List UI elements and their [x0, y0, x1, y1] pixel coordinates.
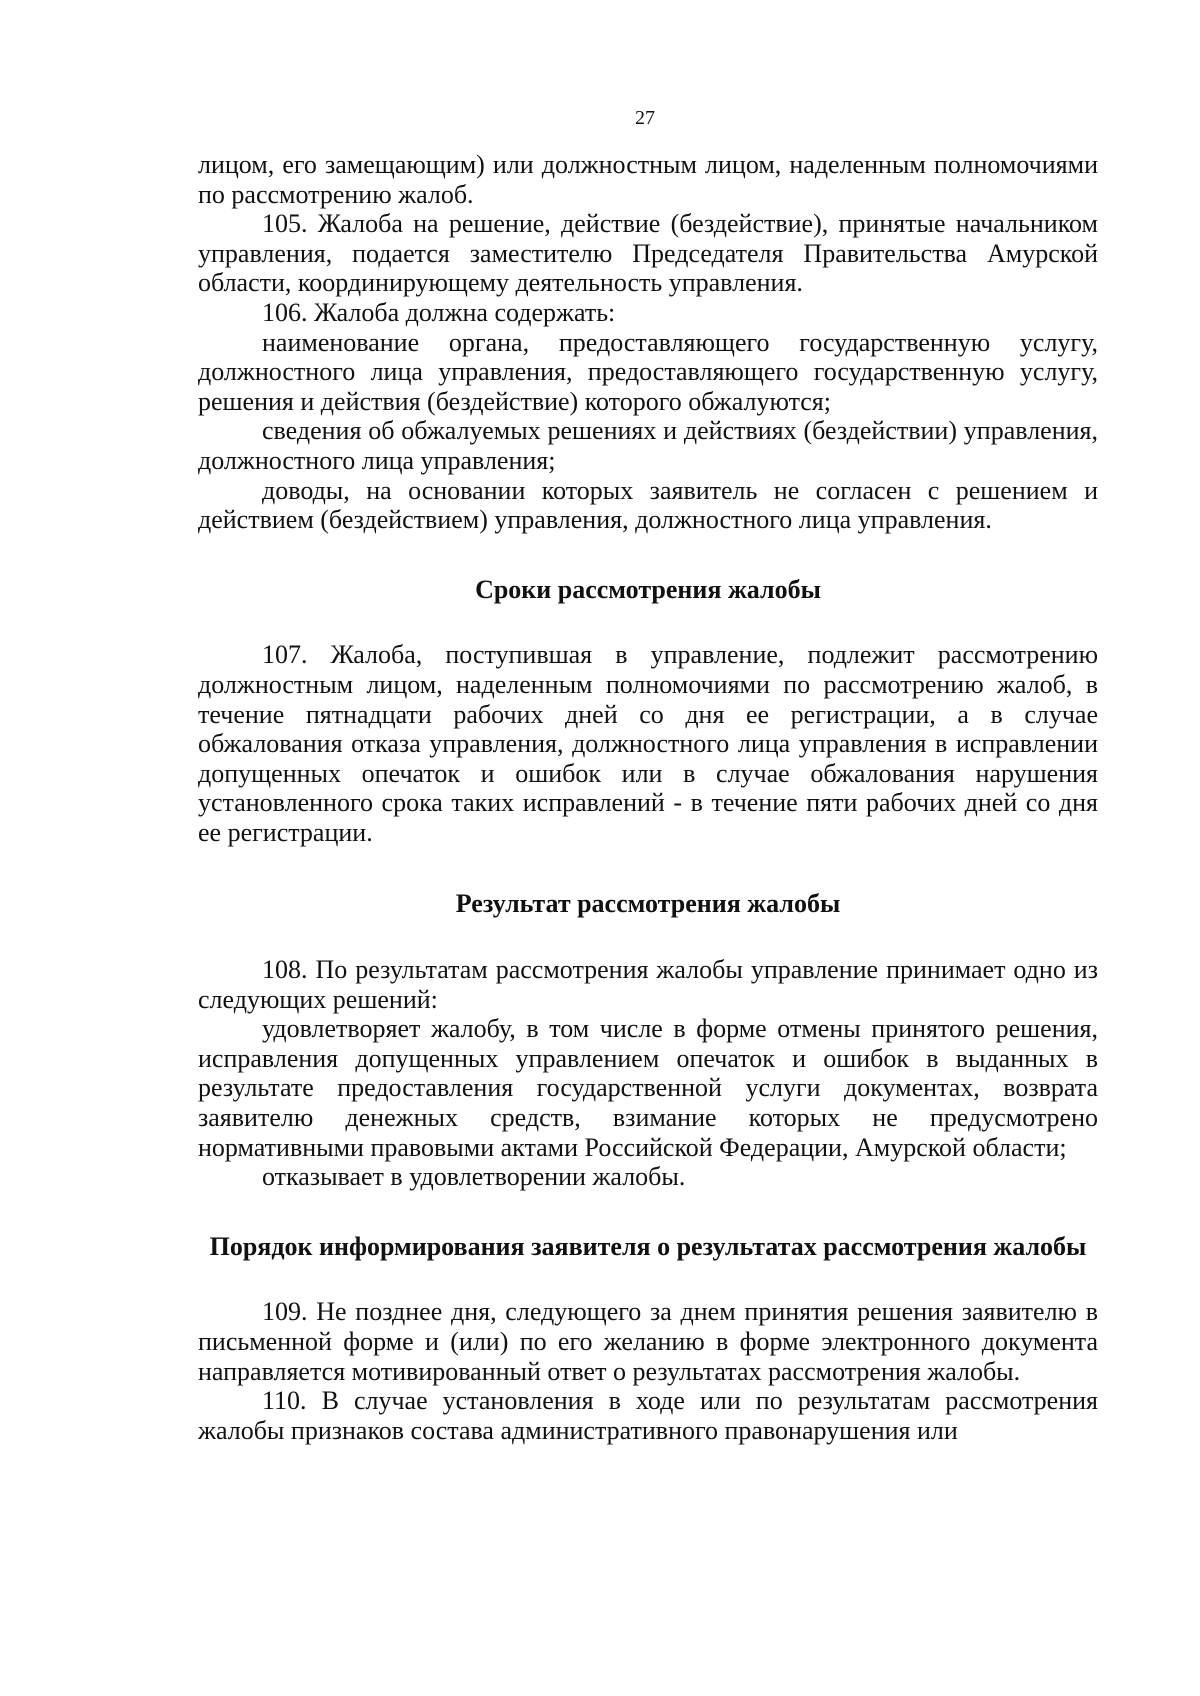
paragraph-106-item-2: сведения об обжалуемых решениях и действиях (бездействии) управления, должностного лица управления;: [198, 416, 1098, 475]
paragraph-108-item-1: удовлетворяет жалобу, в том числе в форме отмены принятого решения, исправления допущенных управлением опечаток и ошибок в выданных в результате предоставления государственной услуги документах, возврата заявителю денежных средств, взимание которых не предусмотрено нормативными правовыми актами Российской Федерации, Амурской области;: [198, 1014, 1098, 1162]
document-body: [198, 150, 1098, 1445]
paragraph-110: 110. В случае установления в ходе или по результатам рассмотрения жалобы признаков состава административного правонарушения или: [198, 1386, 1098, 1445]
paragraph-108-item-2: отказывает в удовлетворении жалобы.: [262, 1162, 686, 1192]
page-number: 27: [635, 107, 655, 129]
paragraph-108: 108. По результатам рассмотрения жалобы управление принимает одно из следующих решений:: [198, 955, 1098, 1014]
paragraph-106-item-1: наименование органа, предоставляющего государственную услугу, должностного лица управления, предоставляющего государственную услугу, решения и действия (бездействие) которого обжалуются;: [198, 327, 1098, 416]
section-heading-informing: Порядок информирования заявителя о результатах рассмотрения жалобы: [209, 1231, 1087, 1261]
paragraph-continuation: лицом, его замещающим) или должностным лицом, наделенным полномочиями по рассмотрению жалоб.: [198, 150, 1098, 209]
section-heading-deadlines: Сроки рассмотрения жалобы: [475, 574, 821, 604]
paragraph-106: 106. Жалоба должна содержать:: [262, 297, 616, 327]
section-heading-result: Результат рассмотрения жалобы: [455, 889, 841, 919]
paragraph-105: 105. Жалоба на решение, действие (бездействие), принятые начальником управления, подается заместителю Председателя Правительства Амурской области, координирующему деятельность управления.: [198, 209, 1098, 298]
paragraph-106-item-3: доводы, на основании которых заявитель не согласен с решением и действием (бездействием) управления, должностного лица управления.: [198, 475, 1098, 535]
paragraph-109: 109. Не позднее дня, следующего за днем принятия решения заявителю в письменной форме и (или) по его желанию в форме электронного документа направляется мотивированный ответ о результатах рассмотрения жалобы.: [198, 1297, 1098, 1386]
paragraph-107: 107. Жалоба, поступившая в управление, подлежит рассмотрению должностным лицом, наделенным полномочиями по рассмотрению жалоб, в течение пятнадцати рабочих дней со дня ее регистрации, а в случае обжалования отказа управления, должностного лица управления в исправлении допущенных опечаток и ошибок или в случае обжалования нарушения установленного срока таких исправлений - в течение пяти рабочих дней со дня ее регистрации.: [198, 640, 1098, 847]
